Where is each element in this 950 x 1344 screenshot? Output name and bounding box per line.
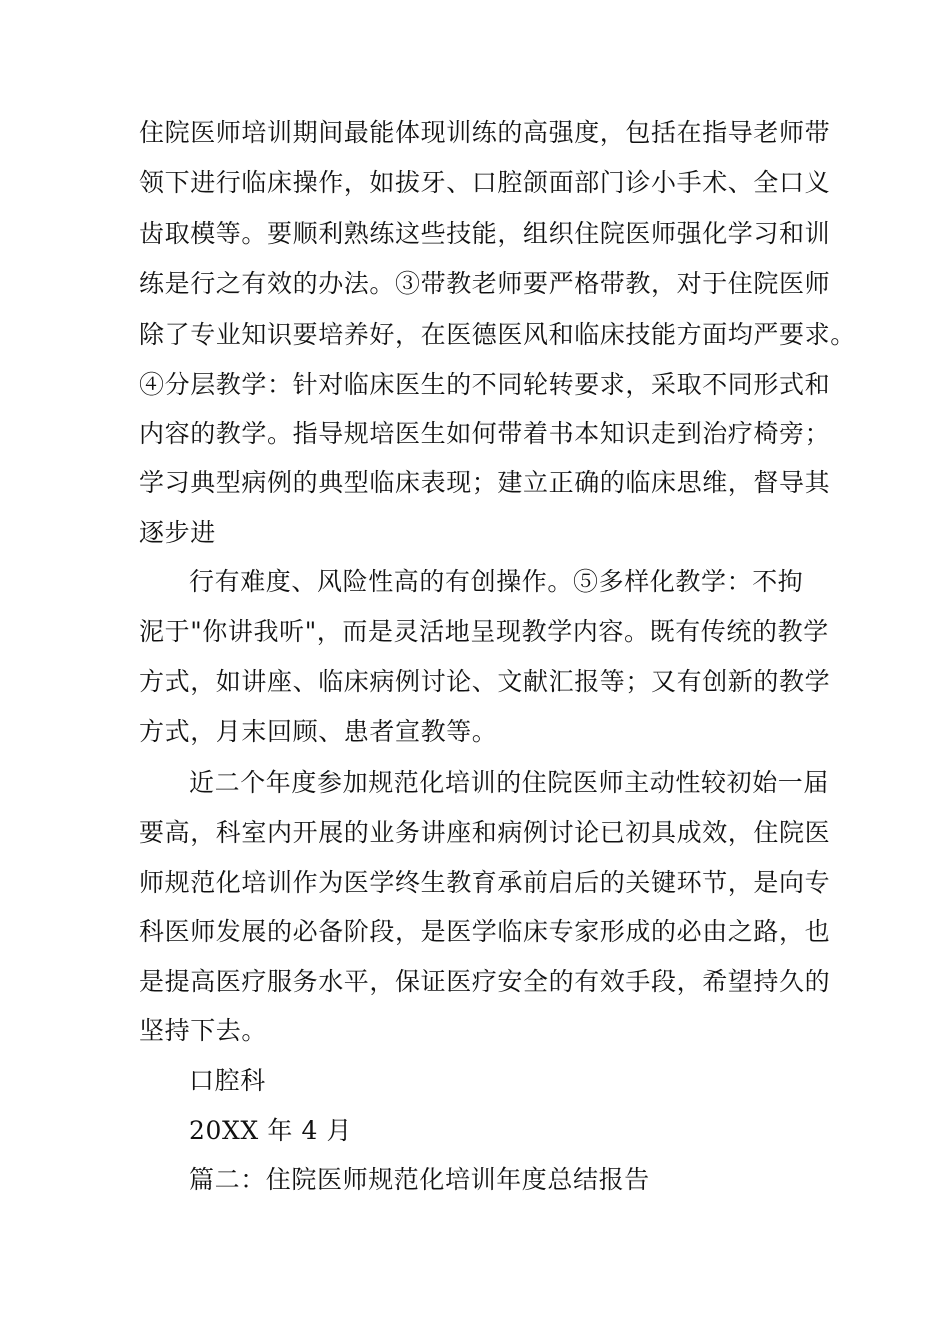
text-line: 学习典型病例的典型临床表现；建立正确的临床思维，督导其: [139, 468, 831, 497]
text-line: 行有难度、风险性高的有创操作。⑤多样化教学：不拘: [189, 567, 804, 596]
text-line: 内容的教学。指导规培医生如何带着书本知识走到治疗椅旁；: [139, 419, 831, 448]
text-line: 科医师发展的必备阶段，是医学临床专家形成的必由之路，也: [139, 917, 831, 946]
text-line: 泥于"你讲我听"，而是灵活地呈现教学内容。既有传统的教学: [139, 617, 829, 646]
report-date: 20XX 年 4 月: [189, 1116, 353, 1145]
text-line: 逐步进: [139, 518, 216, 547]
text-line: 领下进行临床操作，如拔牙、口腔颌面部门诊小手术、全口义: [139, 168, 831, 197]
department-name: 口腔科: [189, 1066, 266, 1095]
text-line: 齿取模等。要顺利熟练这些技能，组织住院医师强化学习和训: [139, 219, 831, 248]
text-line: 师规范化培训作为医学终生教育承前启后的关键环节，是向专: [139, 868, 831, 897]
text-line: 方式，月末回顾、患者宣教等。: [139, 717, 498, 746]
text-line: 要高，科室内开展的业务讲座和病例讨论已初具成效，住院医: [139, 818, 831, 847]
text-line: 近二个年度参加规范化培训的住院医师主动性较初始一届: [189, 768, 830, 797]
text-line: 是提高医疗服务水平，保证医疗安全的有效手段，希望持久的: [139, 967, 831, 996]
section-heading: 篇二：住院医师规范化培训年度总结报告: [189, 1165, 650, 1194]
text-line: ④分层教学：针对临床医生的不同轮转要求，采取不同形式和: [139, 370, 831, 399]
text-line: 坚持下去。: [139, 1016, 268, 1045]
text-line: 方式，如讲座、临床病例讨论、文献汇报等；又有创新的教学: [139, 667, 831, 696]
text-line: 住院医师培训期间最能体现训练的高强度，包括在指导老师带: [139, 118, 831, 147]
text-line: 除了专业知识要培养好，在医德医风和临床技能方面均严要求。: [139, 320, 856, 349]
text-line: 练是行之有效的办法。③带教老师要严格带教，对于住院医师: [139, 269, 831, 298]
